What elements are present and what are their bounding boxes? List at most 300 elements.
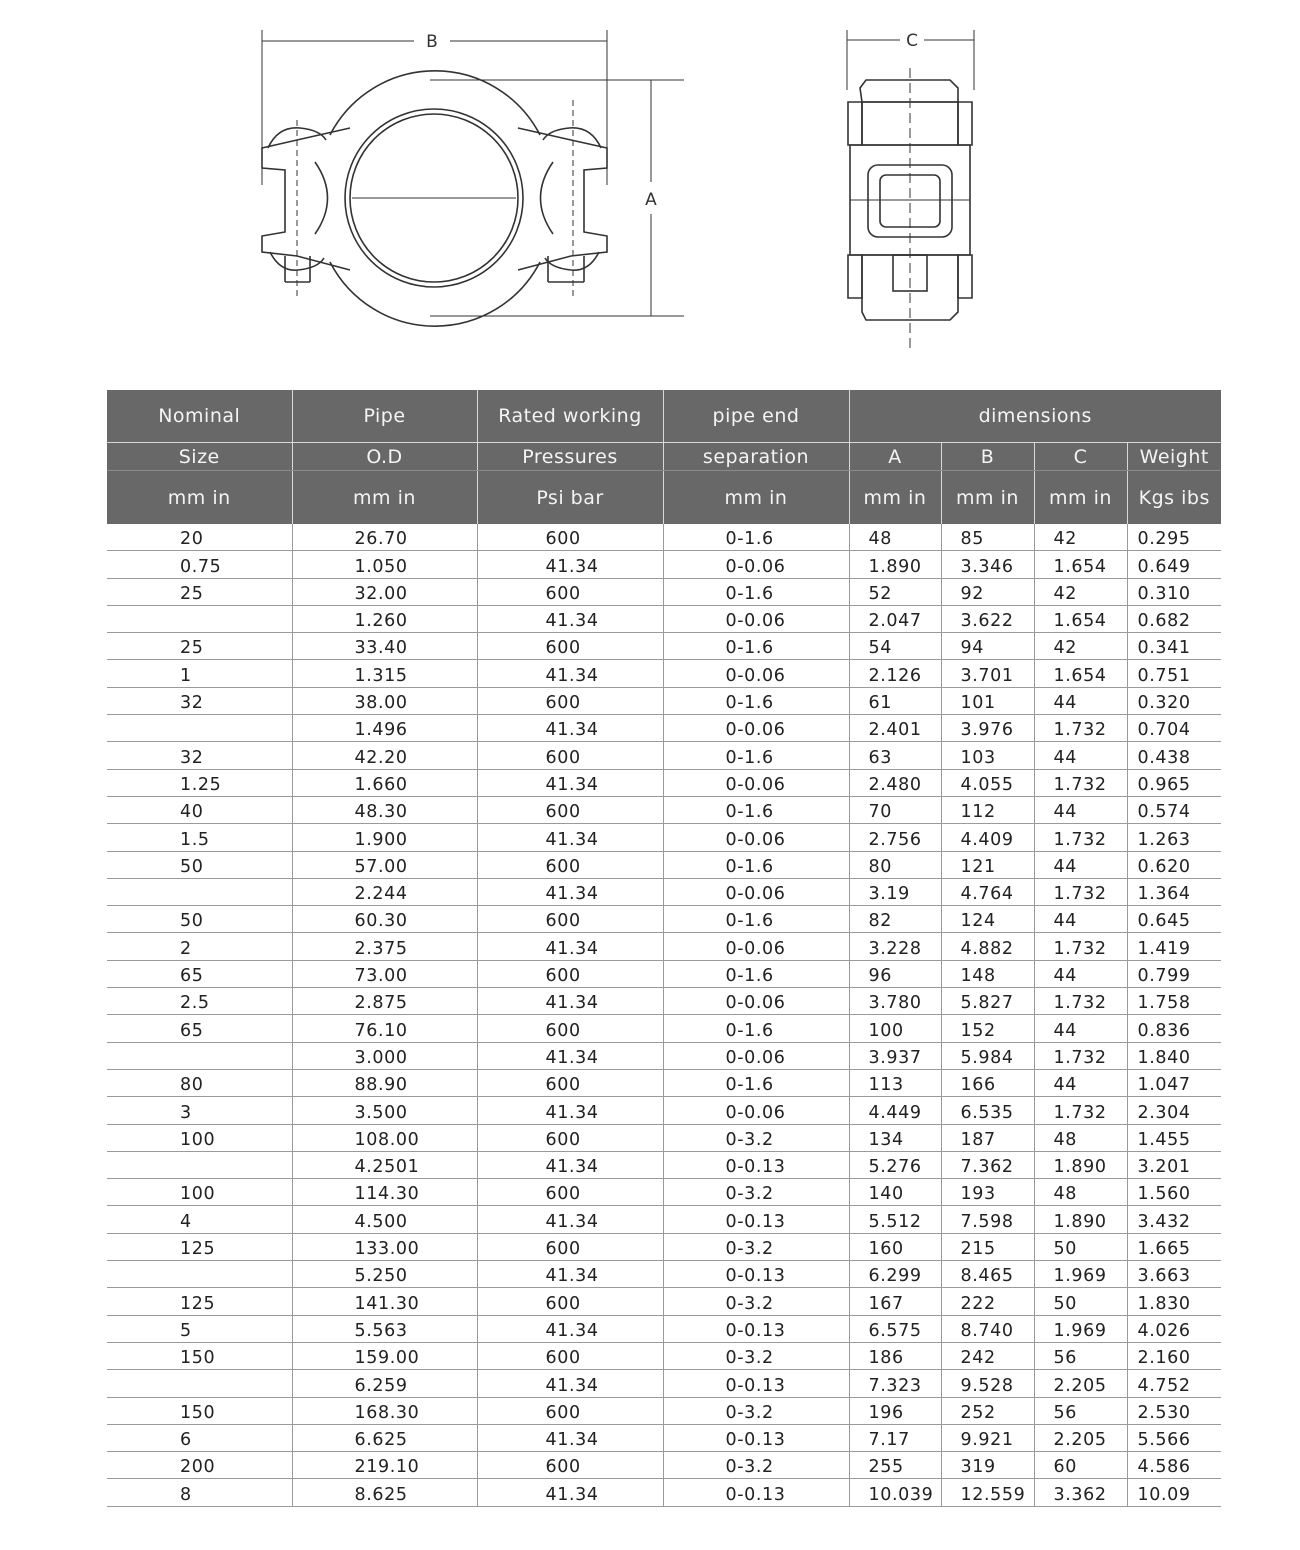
cell-pipe-od: 1.050 xyxy=(292,551,477,578)
cell-weight: 0.310 xyxy=(1127,578,1221,605)
cell-nominal-size: 6 xyxy=(107,1424,292,1451)
cell-dim-b: 252 xyxy=(941,1397,1034,1424)
cell-dim-c: 44 xyxy=(1034,960,1127,987)
cell-separation: 0-0.06 xyxy=(663,824,849,851)
cell-separation: 0-0.06 xyxy=(663,933,849,960)
cell-dim-a: 255 xyxy=(849,1452,941,1479)
header-weight-unit: Kgs ibs xyxy=(1127,471,1221,525)
cell-separation: 0-1.6 xyxy=(663,687,849,714)
cell-pipe-od: 4.500 xyxy=(292,1206,477,1233)
cell-dim-b: 7.598 xyxy=(941,1206,1034,1233)
cell-pressure: 41.34 xyxy=(477,1370,663,1397)
cell-dim-c: 48 xyxy=(1034,1124,1127,1151)
table-row xyxy=(107,906,1221,933)
cell-separation: 0-1.6 xyxy=(663,851,849,878)
cell-dim-b: 5.984 xyxy=(941,1042,1034,1069)
cell-nominal-size: 40 xyxy=(107,796,292,823)
cell-pressure: 41.34 xyxy=(477,1424,663,1451)
cell-pipe-od: 5.250 xyxy=(292,1261,477,1288)
cell-pressure: 600 xyxy=(477,1015,663,1042)
table-row xyxy=(107,660,1221,687)
cell-dim-b: 121 xyxy=(941,851,1034,878)
cell-pipe-od: 5.563 xyxy=(292,1315,477,1342)
side-view-drawing xyxy=(847,30,974,352)
cell-dim-b: 3.976 xyxy=(941,715,1034,742)
cell-separation: 0-0.06 xyxy=(663,1097,849,1124)
cell-dim-c: 42 xyxy=(1034,524,1127,551)
header-od: O.D xyxy=(292,443,477,471)
cell-nominal-size xyxy=(107,1261,292,1288)
cell-pressure: 600 xyxy=(477,796,663,823)
cell-pressure: 600 xyxy=(477,1397,663,1424)
cell-weight: 1.830 xyxy=(1127,1288,1221,1315)
cell-nominal-size: 32 xyxy=(107,742,292,769)
cell-separation: 0-1.6 xyxy=(663,1069,849,1096)
cell-pressure: 600 xyxy=(477,960,663,987)
cell-separation: 0-0.06 xyxy=(663,551,849,578)
header-b-unit: mm in xyxy=(941,471,1034,525)
cell-dim-a: 70 xyxy=(849,796,941,823)
cell-dim-a: 196 xyxy=(849,1397,941,1424)
cell-separation: 0-1.6 xyxy=(663,633,849,660)
cell-weight: 0.751 xyxy=(1127,660,1221,687)
cell-dim-c: 1.732 xyxy=(1034,933,1127,960)
cell-separation: 0-0.13 xyxy=(663,1370,849,1397)
table-row xyxy=(107,633,1221,660)
cell-pressure: 41.34 xyxy=(477,1315,663,1342)
cell-separation: 0-1.6 xyxy=(663,578,849,605)
cell-pipe-od: 133.00 xyxy=(292,1233,477,1260)
cell-dim-c: 1.969 xyxy=(1034,1261,1127,1288)
cell-weight: 2.160 xyxy=(1127,1342,1221,1369)
cell-dim-b: 124 xyxy=(941,906,1034,933)
cell-dim-b: 215 xyxy=(941,1233,1034,1260)
table-row xyxy=(107,1452,1221,1479)
cell-nominal-size: 65 xyxy=(107,1015,292,1042)
cell-dim-a: 167 xyxy=(849,1288,941,1315)
cell-dim-c: 44 xyxy=(1034,796,1127,823)
cell-dim-c: 50 xyxy=(1034,1288,1127,1315)
cell-nominal-size: 8 xyxy=(107,1479,292,1506)
cell-dim-a: 6.575 xyxy=(849,1315,941,1342)
header-pipe-end: pipe end xyxy=(663,390,849,443)
cell-nominal-size: 5 xyxy=(107,1315,292,1342)
cell-separation: 0-3.2 xyxy=(663,1288,849,1315)
cell-dim-b: 148 xyxy=(941,960,1034,987)
cell-nominal-size: 80 xyxy=(107,1069,292,1096)
cell-dim-a: 3.228 xyxy=(849,933,941,960)
table-row xyxy=(107,742,1221,769)
cell-dim-b: 4.055 xyxy=(941,769,1034,796)
front-dimension-a-label: A xyxy=(645,190,657,210)
cell-pipe-od: 33.40 xyxy=(292,633,477,660)
cell-weight: 5.566 xyxy=(1127,1424,1221,1451)
table-row xyxy=(107,1424,1221,1451)
cell-weight: 4.026 xyxy=(1127,1315,1221,1342)
cell-pressure: 600 xyxy=(477,1179,663,1206)
cell-separation: 0-0.13 xyxy=(663,1206,849,1233)
cell-dim-c: 1.732 xyxy=(1034,769,1127,796)
header-size: Size xyxy=(107,443,292,471)
cell-weight: 0.645 xyxy=(1127,906,1221,933)
front-view-drawing xyxy=(262,30,684,326)
cell-pressure: 41.34 xyxy=(477,1261,663,1288)
table-row xyxy=(107,796,1221,823)
cell-dim-c: 1.654 xyxy=(1034,660,1127,687)
cell-nominal-size: 65 xyxy=(107,960,292,987)
cell-weight: 3.663 xyxy=(1127,1261,1221,1288)
cell-dim-a: 3.19 xyxy=(849,878,941,905)
table-row xyxy=(107,1069,1221,1096)
header-b: B xyxy=(941,443,1034,471)
table-row xyxy=(107,1315,1221,1342)
cell-separation: 0-0.06 xyxy=(663,1042,849,1069)
cell-weight: 3.432 xyxy=(1127,1206,1221,1233)
cell-nominal-size: 125 xyxy=(107,1233,292,1260)
cell-weight: 0.799 xyxy=(1127,960,1221,987)
cell-dim-a: 63 xyxy=(849,742,941,769)
cell-weight: 1.840 xyxy=(1127,1042,1221,1069)
cell-pressure: 41.34 xyxy=(477,605,663,632)
cell-dim-c: 56 xyxy=(1034,1397,1127,1424)
cell-dim-c: 60 xyxy=(1034,1452,1127,1479)
cell-dim-b: 193 xyxy=(941,1179,1034,1206)
cell-nominal-size xyxy=(107,1042,292,1069)
cell-dim-b: 5.827 xyxy=(941,988,1034,1015)
cell-dim-a: 1.890 xyxy=(849,551,941,578)
cell-dim-a: 100 xyxy=(849,1015,941,1042)
cell-dim-c: 3.362 xyxy=(1034,1479,1127,1506)
cell-dim-b: 103 xyxy=(941,742,1034,769)
table-row xyxy=(107,1261,1221,1288)
table-row xyxy=(107,687,1221,714)
cell-weight: 0.574 xyxy=(1127,796,1221,823)
cell-dim-c: 1.654 xyxy=(1034,605,1127,632)
cell-dim-c: 1.890 xyxy=(1034,1151,1127,1178)
cell-dim-b: 9.528 xyxy=(941,1370,1034,1397)
cell-weight: 0.320 xyxy=(1127,687,1221,714)
header-nominal: Nominal xyxy=(107,390,292,443)
cell-pipe-od: 1.260 xyxy=(292,605,477,632)
cell-weight: 1.665 xyxy=(1127,1233,1221,1260)
table-row xyxy=(107,1015,1221,1042)
table-row xyxy=(107,1370,1221,1397)
cell-pressure: 41.34 xyxy=(477,988,663,1015)
coupling-spec-table xyxy=(107,390,1221,1507)
cell-pressure: 41.34 xyxy=(477,1206,663,1233)
cell-dim-b: 152 xyxy=(941,1015,1034,1042)
header-c: C xyxy=(1034,443,1127,471)
cell-dim-b: 85 xyxy=(941,524,1034,551)
table-row xyxy=(107,1179,1221,1206)
cell-nominal-size xyxy=(107,878,292,905)
cell-weight: 0.295 xyxy=(1127,524,1221,551)
cell-nominal-size: 1 xyxy=(107,660,292,687)
cell-dim-b: 8.465 xyxy=(941,1261,1034,1288)
header-a: A xyxy=(849,443,941,471)
cell-nominal-size: 2.5 xyxy=(107,988,292,1015)
cell-pressure: 41.34 xyxy=(477,1097,663,1124)
cell-dim-b: 3.346 xyxy=(941,551,1034,578)
cell-dim-c: 56 xyxy=(1034,1342,1127,1369)
table-row xyxy=(107,1042,1221,1069)
header-rated-working: Rated working xyxy=(477,390,663,443)
cell-dim-a: 96 xyxy=(849,960,941,987)
cell-dim-b: 187 xyxy=(941,1124,1034,1151)
table-row xyxy=(107,578,1221,605)
cell-pipe-od: 1.660 xyxy=(292,769,477,796)
cell-pressure: 600 xyxy=(477,633,663,660)
cell-dim-a: 80 xyxy=(849,851,941,878)
cell-separation: 0-3.2 xyxy=(663,1452,849,1479)
cell-nominal-size: 3 xyxy=(107,1097,292,1124)
cell-dim-a: 10.039 xyxy=(849,1479,941,1506)
table-row xyxy=(107,960,1221,987)
cell-nominal-size: 0.75 xyxy=(107,551,292,578)
header-row-1 xyxy=(107,390,1221,443)
cell-separation: 0-0.06 xyxy=(663,988,849,1015)
front-dimension-b-label: B xyxy=(426,32,438,52)
cell-weight: 0.965 xyxy=(1127,769,1221,796)
cell-dim-c: 44 xyxy=(1034,1069,1127,1096)
table-row xyxy=(107,824,1221,851)
cell-pipe-od: 38.00 xyxy=(292,687,477,714)
cell-dim-b: 4.882 xyxy=(941,933,1034,960)
table-row xyxy=(107,1097,1221,1124)
cell-pipe-od: 60.30 xyxy=(292,906,477,933)
cell-dim-c: 1.732 xyxy=(1034,1042,1127,1069)
cell-nominal-size: 1.5 xyxy=(107,824,292,851)
cell-dim-b: 101 xyxy=(941,687,1034,714)
cell-nominal-size: 32 xyxy=(107,687,292,714)
header-pipe: Pipe xyxy=(292,390,477,443)
cell-dim-c: 1.732 xyxy=(1034,715,1127,742)
cell-pipe-od: 48.30 xyxy=(292,796,477,823)
cell-pipe-od: 168.30 xyxy=(292,1397,477,1424)
cell-pipe-od: 6.259 xyxy=(292,1370,477,1397)
cell-nominal-size: 100 xyxy=(107,1179,292,1206)
cell-nominal-size xyxy=(107,605,292,632)
cell-separation: 0-0.13 xyxy=(663,1479,849,1506)
cell-weight: 0.682 xyxy=(1127,605,1221,632)
cell-pipe-od: 1.496 xyxy=(292,715,477,742)
cell-pipe-od: 6.625 xyxy=(292,1424,477,1451)
cell-dim-b: 4.409 xyxy=(941,824,1034,851)
cell-weight: 0.704 xyxy=(1127,715,1221,742)
cell-weight: 1.047 xyxy=(1127,1069,1221,1096)
cell-separation: 0-0.06 xyxy=(663,878,849,905)
cell-separation: 0-1.6 xyxy=(663,960,849,987)
cell-pressure: 600 xyxy=(477,578,663,605)
cell-dim-a: 186 xyxy=(849,1342,941,1369)
table-row xyxy=(107,1479,1221,1506)
cell-dim-b: 3.701 xyxy=(941,660,1034,687)
cell-nominal-size: 1.25 xyxy=(107,769,292,796)
cell-pressure: 41.34 xyxy=(477,1479,663,1506)
cell-dim-b: 3.622 xyxy=(941,605,1034,632)
cell-separation: 0-1.6 xyxy=(663,524,849,551)
cell-pipe-od: 4.2501 xyxy=(292,1151,477,1178)
cell-dim-a: 2.047 xyxy=(849,605,941,632)
cell-pressure: 600 xyxy=(477,524,663,551)
cell-weight: 4.752 xyxy=(1127,1370,1221,1397)
cell-dim-a: 3.780 xyxy=(849,988,941,1015)
cell-dim-c: 44 xyxy=(1034,906,1127,933)
cell-dim-b: 319 xyxy=(941,1452,1034,1479)
cell-dim-a: 61 xyxy=(849,687,941,714)
cell-pipe-od: 76.10 xyxy=(292,1015,477,1042)
table-row xyxy=(107,1151,1221,1178)
cell-dim-b: 242 xyxy=(941,1342,1034,1369)
cell-dim-b: 112 xyxy=(941,796,1034,823)
table-row xyxy=(107,1288,1221,1315)
cell-pressure: 600 xyxy=(477,687,663,714)
cell-pressure: 600 xyxy=(477,1124,663,1151)
cell-dim-c: 48 xyxy=(1034,1179,1127,1206)
cell-dim-b: 92 xyxy=(941,578,1034,605)
table-row xyxy=(107,1124,1221,1151)
cell-dim-c: 42 xyxy=(1034,633,1127,660)
cell-weight: 1.419 xyxy=(1127,933,1221,960)
table-row xyxy=(107,933,1221,960)
cell-dim-a: 2.401 xyxy=(849,715,941,742)
cell-pipe-od: 108.00 xyxy=(292,1124,477,1151)
cell-dim-c: 1.969 xyxy=(1034,1315,1127,1342)
cell-nominal-size: 125 xyxy=(107,1288,292,1315)
cell-dim-a: 5.512 xyxy=(849,1206,941,1233)
cell-weight: 0.620 xyxy=(1127,851,1221,878)
cell-separation: 0-0.06 xyxy=(663,605,849,632)
cell-separation: 0-1.6 xyxy=(663,906,849,933)
cell-pressure: 41.34 xyxy=(477,715,663,742)
table-row xyxy=(107,878,1221,905)
table-row xyxy=(107,1397,1221,1424)
cell-pipe-od: 3.500 xyxy=(292,1097,477,1124)
cell-dim-c: 50 xyxy=(1034,1233,1127,1260)
header-a-unit: mm in xyxy=(849,471,941,525)
cell-pipe-od: 73.00 xyxy=(292,960,477,987)
cell-pipe-od: 3.000 xyxy=(292,1042,477,1069)
cell-pressure: 41.34 xyxy=(477,1042,663,1069)
cell-weight: 3.201 xyxy=(1127,1151,1221,1178)
table-row xyxy=(107,551,1221,578)
cell-pipe-od: 159.00 xyxy=(292,1342,477,1369)
cell-dim-a: 140 xyxy=(849,1179,941,1206)
cell-pipe-od: 141.30 xyxy=(292,1288,477,1315)
header-row-3 xyxy=(107,471,1221,525)
cell-pressure: 600 xyxy=(477,1342,663,1369)
coupling-drawings xyxy=(0,0,1300,380)
cell-pipe-od: 57.00 xyxy=(292,851,477,878)
table-row xyxy=(107,851,1221,878)
cell-weight: 4.586 xyxy=(1127,1452,1221,1479)
cell-pressure: 600 xyxy=(477,1233,663,1260)
cell-pressure: 41.34 xyxy=(477,551,663,578)
cell-dim-c: 1.732 xyxy=(1034,878,1127,905)
table-row xyxy=(107,1342,1221,1369)
cell-dim-c: 2.205 xyxy=(1034,1370,1127,1397)
cell-dim-a: 5.276 xyxy=(849,1151,941,1178)
cell-nominal-size: 20 xyxy=(107,524,292,551)
cell-pressure: 41.34 xyxy=(477,933,663,960)
header-c-unit: mm in xyxy=(1034,471,1127,525)
cell-dim-a: 7.17 xyxy=(849,1424,941,1451)
cell-pressure: 600 xyxy=(477,906,663,933)
cell-separation: 0-0.13 xyxy=(663,1261,849,1288)
cell-separation: 0-0.06 xyxy=(663,660,849,687)
cell-separation: 0-1.6 xyxy=(663,742,849,769)
cell-separation: 0-3.2 xyxy=(663,1397,849,1424)
cell-weight: 2.530 xyxy=(1127,1397,1221,1424)
cell-weight: 1.560 xyxy=(1127,1179,1221,1206)
cell-nominal-size: 150 xyxy=(107,1342,292,1369)
cell-pressure: 41.34 xyxy=(477,660,663,687)
table-row xyxy=(107,988,1221,1015)
cell-pressure: 600 xyxy=(477,851,663,878)
cell-nominal-size xyxy=(107,715,292,742)
cell-dim-c: 44 xyxy=(1034,742,1127,769)
cell-dim-b: 8.740 xyxy=(941,1315,1034,1342)
cell-separation: 0-3.2 xyxy=(663,1124,849,1151)
cell-separation: 0-0.13 xyxy=(663,1151,849,1178)
table-row xyxy=(107,769,1221,796)
side-dimension-c-label: C xyxy=(906,31,918,51)
cell-nominal-size: 4 xyxy=(107,1206,292,1233)
cell-weight: 0.836 xyxy=(1127,1015,1221,1042)
cell-separation: 0-1.6 xyxy=(663,796,849,823)
cell-dim-a: 2.756 xyxy=(849,824,941,851)
cell-dim-a: 7.323 xyxy=(849,1370,941,1397)
cell-dim-b: 4.764 xyxy=(941,878,1034,905)
cell-dim-c: 1.732 xyxy=(1034,1097,1127,1124)
cell-dim-c: 44 xyxy=(1034,687,1127,714)
cell-dim-a: 2.126 xyxy=(849,660,941,687)
cell-nominal-size: 50 xyxy=(107,851,292,878)
cell-pipe-od: 2.375 xyxy=(292,933,477,960)
cell-pressure: 600 xyxy=(477,1069,663,1096)
cell-dim-a: 2.480 xyxy=(849,769,941,796)
table-row xyxy=(107,1233,1221,1260)
cell-dim-b: 6.535 xyxy=(941,1097,1034,1124)
cell-separation: 0-0.13 xyxy=(663,1424,849,1451)
header-pressures: Pressures xyxy=(477,443,663,471)
cell-dim-a: 52 xyxy=(849,578,941,605)
cell-dim-c: 1.890 xyxy=(1034,1206,1127,1233)
header-od-unit: mm in xyxy=(292,471,477,525)
cell-pressure: 41.34 xyxy=(477,1151,663,1178)
cell-dim-c: 2.205 xyxy=(1034,1424,1127,1451)
header-dimensions: dimensions xyxy=(849,390,1221,443)
cell-dim-b: 9.921 xyxy=(941,1424,1034,1451)
cell-pressure: 600 xyxy=(477,1452,663,1479)
cell-dim-b: 12.559 xyxy=(941,1479,1034,1506)
header-size-unit: mm in xyxy=(107,471,292,525)
table-row xyxy=(107,715,1221,742)
cell-pipe-od: 32.00 xyxy=(292,578,477,605)
cell-weight: 1.455 xyxy=(1127,1124,1221,1151)
cell-dim-a: 82 xyxy=(849,906,941,933)
cell-weight: 1.758 xyxy=(1127,988,1221,1015)
cell-dim-b: 222 xyxy=(941,1288,1034,1315)
cell-dim-a: 3.937 xyxy=(849,1042,941,1069)
cell-pressure: 600 xyxy=(477,1288,663,1315)
cell-nominal-size: 25 xyxy=(107,578,292,605)
cell-dim-b: 7.362 xyxy=(941,1151,1034,1178)
table-row xyxy=(107,1206,1221,1233)
header-row-2 xyxy=(107,443,1221,471)
cell-pipe-od: 8.625 xyxy=(292,1479,477,1506)
cell-weight: 0.341 xyxy=(1127,633,1221,660)
